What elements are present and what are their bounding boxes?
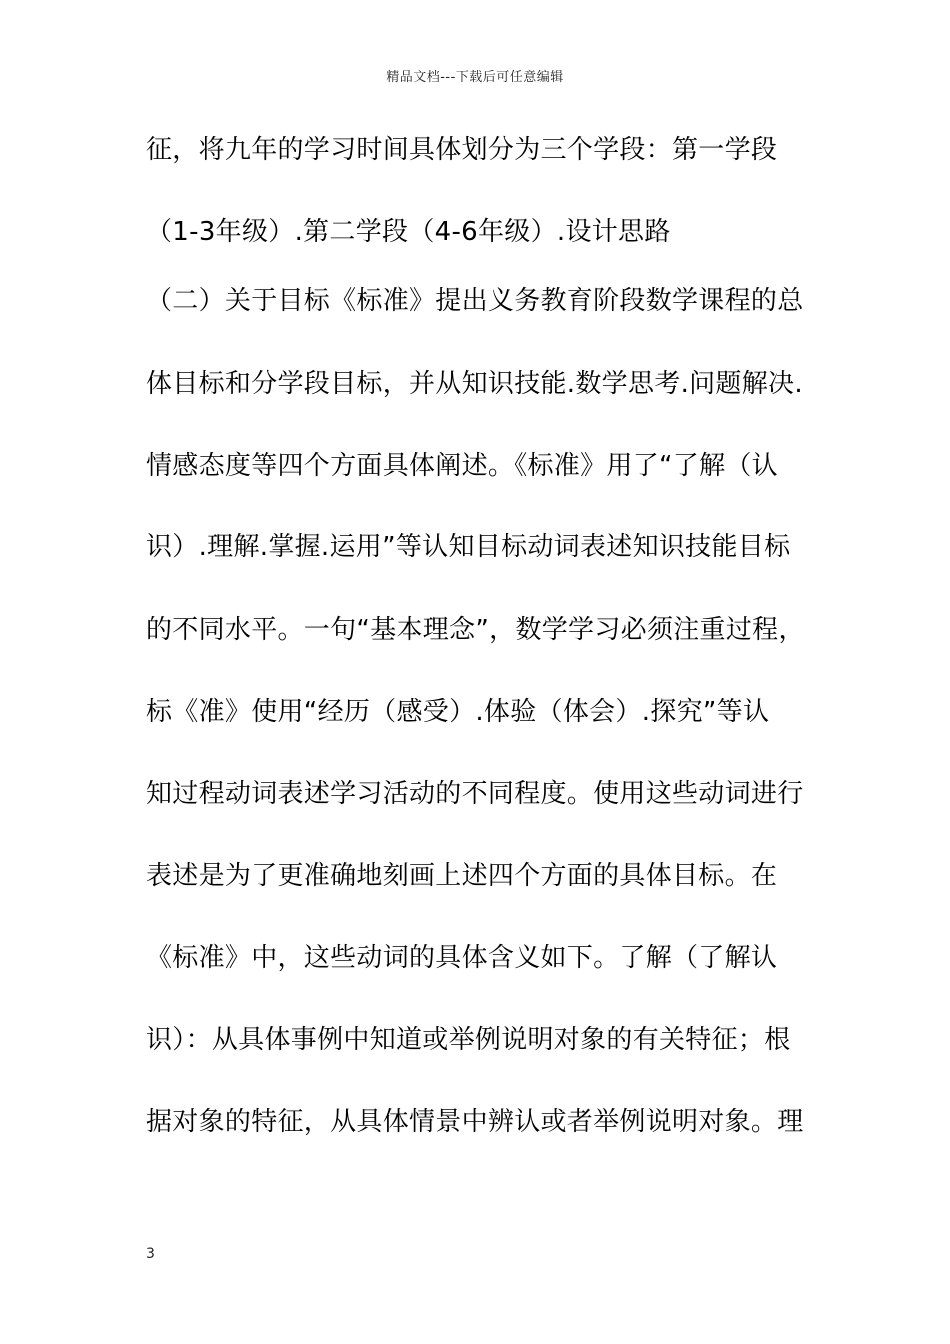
text-line: 征，将九年的学习时间具体划分为三个学段：第一学段: [146, 135, 778, 165]
text-line: 体目标和分学段目标，并从知识技能.数学思考.问题解决.: [146, 369, 803, 399]
text-line: 情感态度等四个方面具体阐述。《标准》用了“了解（认: [146, 451, 778, 481]
text-line: 据对象的特征，从具体情景中辨认或者举例说明对象。理: [146, 1107, 804, 1137]
page-number: 3: [146, 1246, 155, 1262]
text-line: 的不同水平。一句“基本理念”，数学学习必须注重过程，: [146, 615, 805, 645]
text-line: 标《准》使用“经历（感受）.体验（体会）.探究”等认: [146, 697, 770, 727]
text-line: （二）关于目标《标准》提出义务教育阶段数学课程的总: [146, 286, 804, 316]
text-line: 识）.理解.掌握.运用”等认知目标动词表述知识技能目标: [146, 532, 791, 562]
document-header: 精品文档---下载后可任意编辑: [386, 70, 564, 85]
text-line: 表述是为了更准确地刻画上述四个方面的具体目标。在: [146, 861, 778, 891]
text-line: 识）：从具体事例中知道或举例说明对象的有关特征；根: [146, 1025, 791, 1055]
text-line: （1-3年级）.第二学段（4-6年级）.设计思路: [146, 217, 671, 247]
text-line: 知过程动词表述学习活动的不同程度。使用这些动词进行: [146, 779, 804, 809]
text-line: 《标准》中，这些动词的具体含义如下。了解（了解认: [146, 943, 778, 973]
